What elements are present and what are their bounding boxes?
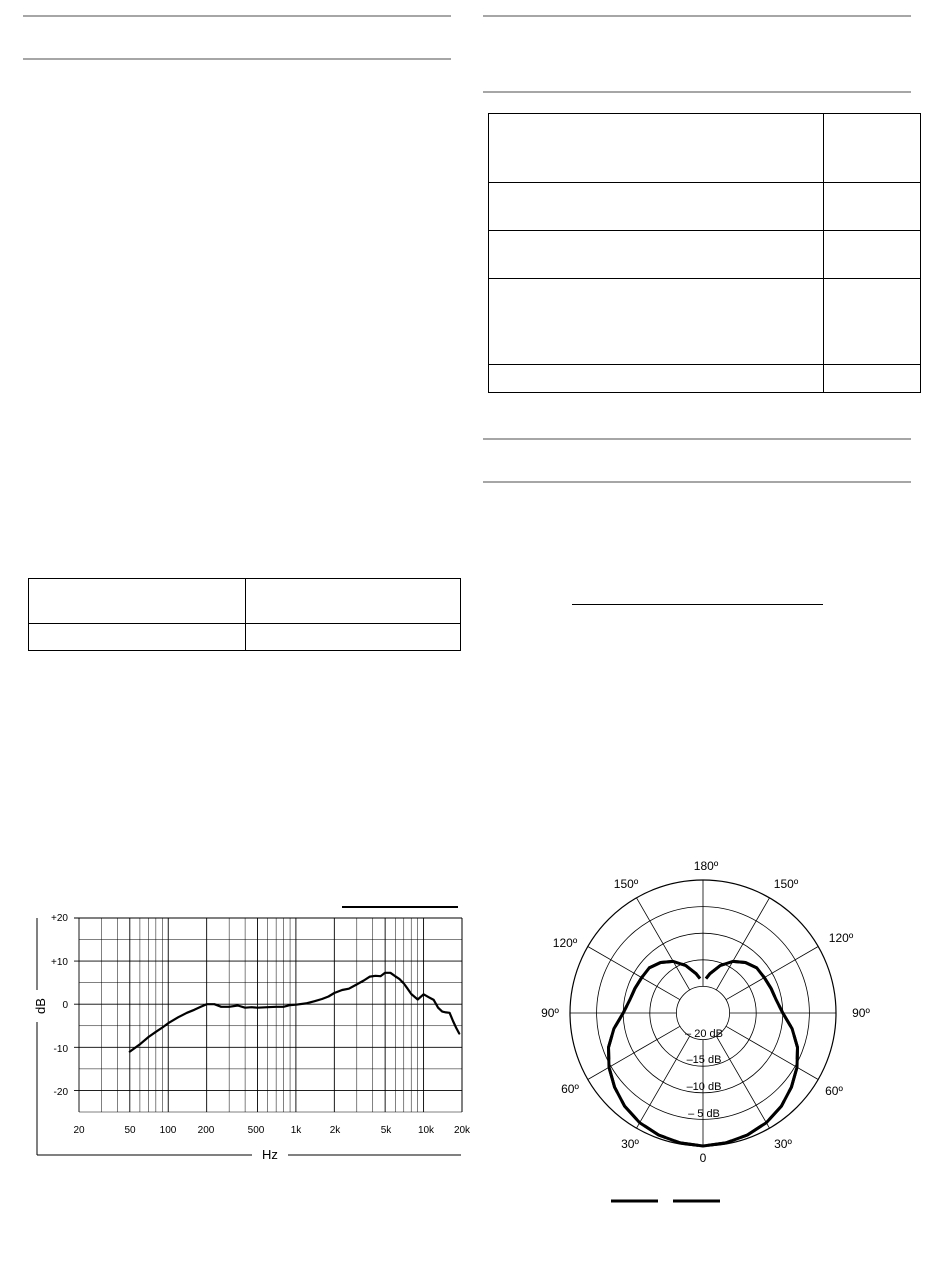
x-tick-label: 20 (73, 1125, 85, 1136)
table-row (29, 579, 461, 624)
polar-angle-label: 0 (699, 1151, 707, 1165)
frequency-response-chart (0, 900, 475, 1180)
table-cell (489, 365, 824, 393)
polar-angle-label: 90º (852, 1006, 870, 1020)
table-row (489, 183, 921, 231)
y-tick-label: -20 (53, 1087, 68, 1098)
table-cell (29, 624, 246, 651)
heading-underline (572, 604, 823, 605)
left-header-rule-bottom (23, 58, 451, 60)
table-row (489, 231, 921, 279)
y-tick-label: 0 (62, 1000, 68, 1011)
table-cell (824, 279, 921, 365)
right-header-rule-bottom (483, 91, 911, 93)
table-row (489, 365, 921, 393)
polar-ring-label: –10 dB (686, 1081, 722, 1093)
polar-angle-label: 90º (541, 1006, 559, 1020)
table-cell (246, 624, 461, 651)
polar-grid-spoke (588, 1026, 680, 1079)
table-row (29, 624, 461, 651)
right-header-rule-top (483, 15, 911, 17)
polar-angle-label: 120º (828, 931, 854, 945)
frequency-curve-layer (130, 973, 459, 1052)
table-cell (489, 279, 824, 365)
polar-angle-label: 120º (552, 936, 578, 950)
frequency-grid (74, 918, 462, 1112)
table-cell (489, 114, 824, 183)
y-tick-label: -10 (53, 1044, 68, 1055)
polar-angle-label: 60º (825, 1084, 843, 1098)
polar-ring-label: – 20 dB (685, 1028, 723, 1040)
polar-grid (570, 880, 836, 1146)
table-row (489, 114, 921, 183)
table-row (489, 279, 921, 365)
x-tick-label: 50 (124, 1125, 136, 1136)
polar-grid-spoke (726, 1026, 818, 1079)
table-cell (29, 579, 246, 624)
polar-grid-spoke (716, 1036, 769, 1128)
spec-table-left (28, 578, 461, 651)
polar-angle-label: 60º (561, 1082, 579, 1096)
polar-angle-label: 180º (693, 859, 719, 873)
x-tick-label: 200 (197, 1125, 215, 1136)
polar-ring-label: – 5 dB (688, 1108, 720, 1120)
right-section-rule-top (483, 438, 911, 440)
table-cell (824, 231, 921, 279)
table-cell (489, 231, 824, 279)
x-tick-label: 100 (159, 1125, 177, 1136)
polar-angle-label: 150º (773, 877, 799, 891)
polar-angle-label: 30º (621, 1137, 639, 1151)
polar-pattern-chart (510, 850, 900, 1210)
y-axis-label: dB (33, 998, 48, 1014)
x-tick-label: 10k (417, 1125, 435, 1136)
frequency-response-line (130, 973, 459, 1052)
x-tick-label: 1k (290, 1125, 302, 1136)
x-tick-label: 20k (453, 1125, 471, 1136)
x-tick-label: 2k (329, 1125, 341, 1136)
table-cell (824, 114, 921, 183)
x-axis-label: Hz (262, 1147, 278, 1162)
table-cell (824, 365, 921, 393)
polar-angle-label: 30º (774, 1137, 792, 1151)
spec-table-right (488, 113, 921, 393)
left-header-rule-top (23, 15, 451, 17)
polar-grid-spoke (637, 1036, 690, 1128)
table-cell (824, 183, 921, 231)
right-section-rule-bottom (483, 481, 911, 483)
x-tick-label: 5k (380, 1125, 392, 1136)
y-tick-label: +20 (51, 913, 68, 924)
table-cell (489, 183, 824, 231)
y-tick-label: +10 (51, 957, 68, 968)
x-tick-label: 500 (247, 1125, 265, 1136)
polar-ring-label: –15 dB (686, 1054, 722, 1066)
polar-angle-label: 150º (613, 877, 639, 891)
table-cell (246, 579, 461, 624)
